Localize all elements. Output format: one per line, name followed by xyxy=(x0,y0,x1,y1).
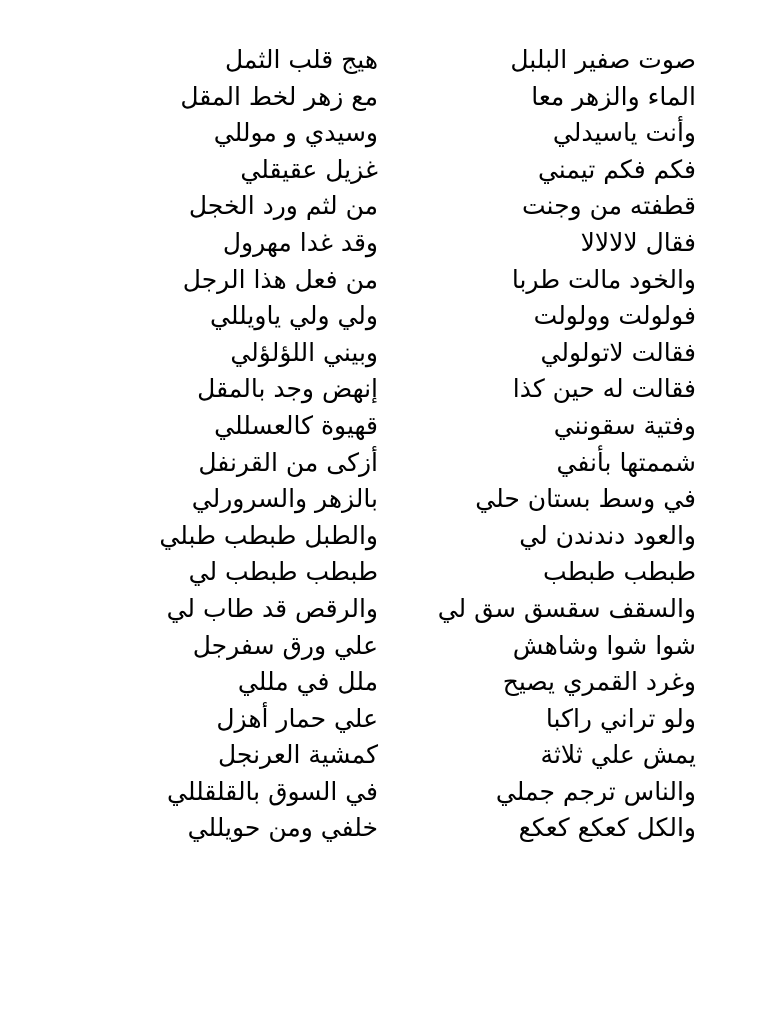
second-hemistich: قهيوة كالعسللي xyxy=(214,410,378,440)
second-hemistich: إنهض وجد بالمقل xyxy=(197,374,378,404)
first-hemistich: فقالت له حين كذا xyxy=(512,374,696,404)
second-hemistich: وبيني اللؤلؤلي xyxy=(230,337,378,367)
first-hemistich: فقال لالالالا xyxy=(580,227,696,257)
verse-line xyxy=(0,737,768,774)
second-hemistich: طبطب طبطب لي xyxy=(188,557,378,587)
verse-line xyxy=(0,518,768,555)
first-hemistich: فقالت لاتولولي xyxy=(540,337,696,367)
second-hemistich: هيج قلب الثمل xyxy=(224,45,378,74)
first-hemistich: في وسط بستان حلي xyxy=(475,484,696,514)
second-hemistich: وقد غدا مهرول xyxy=(222,227,378,257)
second-hemistich: والطبل طبطب طبلي xyxy=(159,520,378,550)
verse-line xyxy=(0,445,768,482)
verse-line xyxy=(0,591,768,628)
first-hemistich: والكل كعكع كعكع xyxy=(518,813,696,843)
verse-line xyxy=(0,810,768,847)
second-hemistich: والرقص قد طاب لي xyxy=(166,593,378,623)
second-hemistich: من لثم ورد الخجل xyxy=(188,191,378,221)
verse-line xyxy=(0,371,768,408)
first-hemistich: ولو تراني راكبا xyxy=(545,703,696,733)
verse-line xyxy=(0,298,768,335)
first-hemistich: شممتها بأنفي xyxy=(556,447,696,477)
verse-line xyxy=(0,262,768,299)
second-hemistich: علي حمار أهزل xyxy=(216,703,378,733)
verse-line xyxy=(0,188,768,225)
first-hemistich: وفتية سقونني xyxy=(553,410,696,440)
second-hemistich: في السوق بالقلقللي xyxy=(166,776,378,806)
second-hemistich: علي ورق سفرجل xyxy=(192,630,378,660)
verse-line xyxy=(0,335,768,372)
poem xyxy=(0,42,768,847)
first-hemistich: والسقف سقسق سق لي xyxy=(437,593,696,623)
verse-line xyxy=(0,701,768,738)
verse-line xyxy=(0,42,768,79)
second-hemistich: كمشية العرنجل xyxy=(218,740,378,770)
verse-line xyxy=(0,152,768,189)
first-hemistich: وغرد القمري يصيح xyxy=(502,667,696,697)
first-hemistich: الماء والزهر معا xyxy=(531,81,696,111)
verse-line xyxy=(0,774,768,811)
verse-line xyxy=(0,79,768,116)
second-hemistich: من فعل هذا الرجل xyxy=(182,264,378,294)
verse-line xyxy=(0,115,768,152)
second-hemistich: ملل في مللي xyxy=(237,667,378,697)
first-hemistich: يمش علي ثلاثة xyxy=(540,740,696,770)
second-hemistich: بالزهر والسرورلي xyxy=(191,484,378,514)
verse-line xyxy=(0,408,768,445)
verse-line xyxy=(0,664,768,701)
first-hemistich: وأنت ياسيدلي xyxy=(552,118,696,148)
first-hemistich: والعود دندندن لي xyxy=(519,520,696,550)
verse-line xyxy=(0,481,768,518)
verse-line xyxy=(0,554,768,591)
first-hemistich: قطفته من وجنت xyxy=(522,191,696,221)
first-hemistich: والخود مالت طربا xyxy=(511,264,696,294)
second-hemistich: أزكى من القرنفل xyxy=(198,447,378,477)
first-hemistich: والناس ترجم جملي xyxy=(495,776,696,806)
first-hemistich: شوا شوا وشاهش xyxy=(512,630,696,660)
first-hemistich: فكم فكم تيمني xyxy=(537,154,696,184)
second-hemistich: غزيل عقيقلي xyxy=(240,154,378,184)
verse-line xyxy=(0,225,768,262)
second-hemistich: مع زهر لخط المقل xyxy=(180,81,378,111)
second-hemistich: ولي ولي ياويللي xyxy=(210,301,378,331)
first-hemistich: فولولت وولولت xyxy=(533,301,696,331)
second-hemistich: خلفي ومن حويللي xyxy=(187,813,378,843)
second-hemistich: وسيدي و موللي xyxy=(213,118,378,148)
verse-line xyxy=(0,628,768,665)
first-hemistich: طبطب طبطب xyxy=(543,557,696,587)
first-hemistich: صوت صفير البلبل xyxy=(510,45,696,74)
